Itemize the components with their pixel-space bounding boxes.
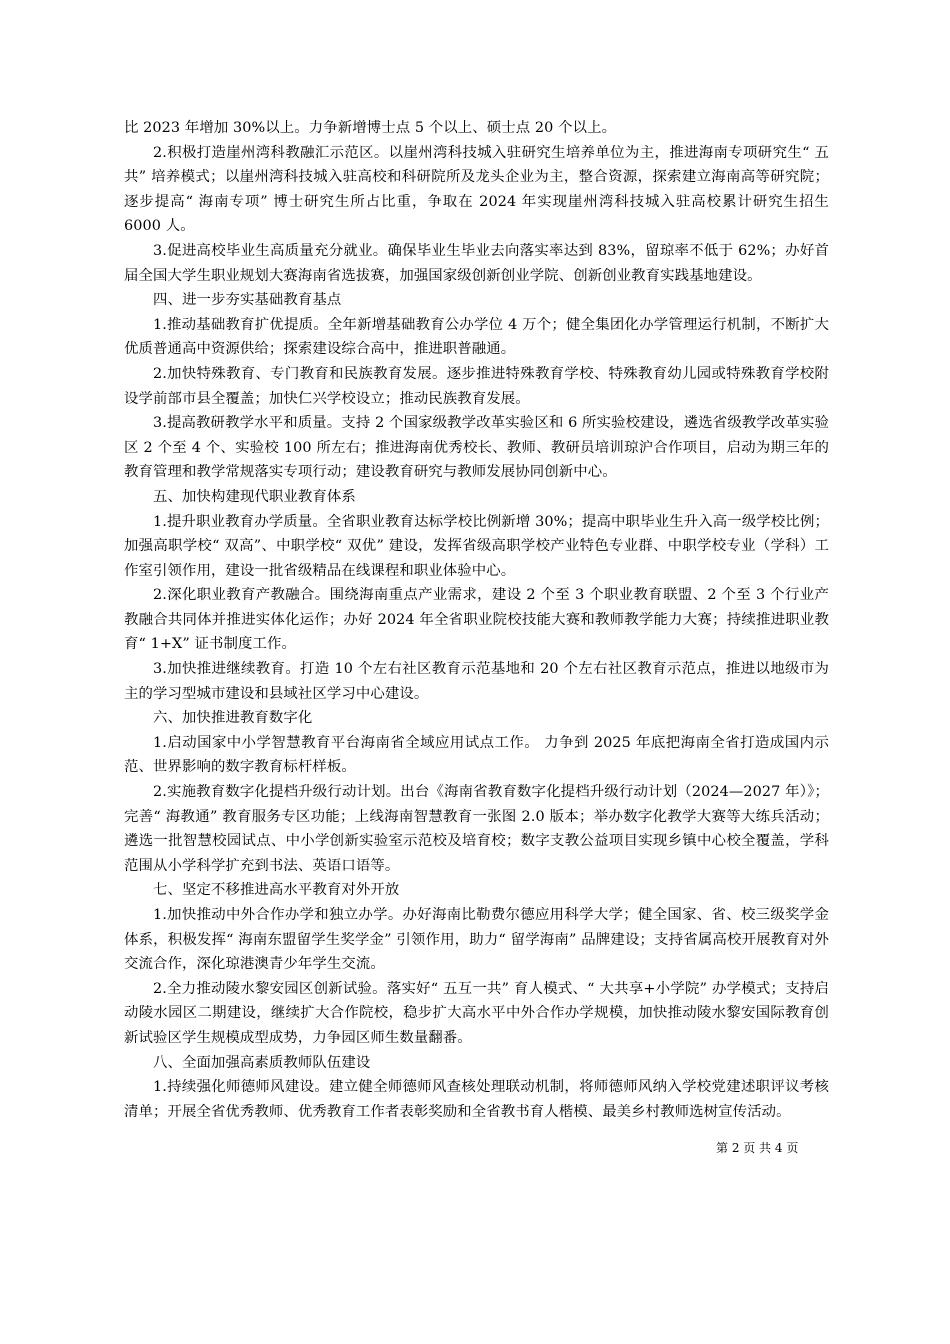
paragraph: 3.加快推进继续教育。打造 10 个左右社区教育示范基地和 20 个左右社区教育示范点，推进以地级市为主的学习型城市建设和县域社区学习中心建设。 [124, 661, 829, 702]
section-heading: 七、坚定不移推进高水平教育对外开放 [153, 882, 400, 899]
paragraph-continuation: 比 2023 年增加 30%以上。力争新增博士点 5 个以上、硕士点 20 个以上。 [124, 120, 617, 136]
paragraph: 1.持续强化师德师风建设。建立健全师德师风查核处理联动机制，将师德师风纳入学校党建述职评议考核清单；开展全省优秀教师、优秀教育工作者表彰奖励和全省教书育人楷模、最美乡村教师选树宣传活动。 [124, 1079, 829, 1120]
paragraph: 3.提高教研教学水平和质量。支持 2 个国家级教学改革实验区和 6 所实验校建设，遴选省级教学改革实验区 2 个至 4 个、实验校 100 所左右；推进海南优秀校长、教师、教研员培训琼沪合作项目，启动为期三年的教育管理和教学常规落实专项行动；建设教育研究与教师发展协同创新中心。 [124, 415, 829, 481]
paragraph: 2.全力推动陵水黎安园区创新试验。落实好“ 五互一共” 育人模式、“ 大共享+小学院” 办学模式；支持启动陵水园区二期建设，继续扩大合作院校，稳步扩大高水平中外合作办学规模，加快推动陵水黎安国际教育创新试验区学生规模成型成势，力争园区师生数量翻番。 [124, 980, 829, 1046]
section-heading: 八、全面加强高素质教师队伍建设 [153, 1054, 371, 1071]
paragraph: 3.促进高校毕业生高质量充分就业。确保毕业生毕业去向落实率达到 83%，留琼率不低于 62%；办好首届全国大学生职业规划大赛海南省选拔赛，加强国家级创新创业学院、创新创业教育实践基地建设。 [124, 242, 829, 284]
paragraph: 1.启动国家中小学智慧教育平台海南省全域应用试点工作。 力争到 2025 年底把海南全省打造成国内示范、世界影响的数字教育标杆样板。 [124, 734, 829, 776]
paragraph: 2.加快特殊教育、专门教育和民族教育发展。逐步推进特殊教育学校、特殊教育幼儿园或特殊教育学校附设学前部市县全覆盖；加快仁兴学校设立；推动民族教育发展。 [124, 365, 829, 407]
page-number: 第 2 页 共 4 页 [716, 1141, 799, 1155]
paragraph: 2.实施教育数字化提档升级行动计划。出台《海南省教育数字化提档升级行动计划（2024—2027 年）》；完善“ 海教通” 教育服务专区功能；上线海南智慧教育一张图 2.0 版本；举办数字化教学大赛等大练兵活动；遴选一批智慧校园试点、中小学创新实验室示范校及培育校；数字支教公益项目实现乡镇中心校全覆盖，学科范围从小学科学扩充到书法、英语口语等。 [124, 784, 829, 874]
section-heading: 六、加快推进教育数字化 [153, 710, 313, 727]
paragraph: 1.推动基础教育扩优提质。全年新增基础教育公办学位 4 万个；健全集团化办学管理运行机制，不断扩大优质普通高中资源供给；探索建设综合高中，推进职普融通。 [124, 316, 829, 358]
paragraph: 1.提升职业教育办学质量。全省职业教育达标学校比例新增 30%；提高中职毕业生升入高一级学校比例；加强高职学校“ 双高”、中职学校“ 双优” 建设，发挥省级高职学校产业特色专业群、中职学校专业（学科）工作室引领作用，建设一批省级精品在线课程和职业体验中心。 [124, 513, 829, 579]
paragraph: 1.加快推动中外合作办学和独立办学。办好海南比勒费尔德应用科学大学；健全国家、省、校三级奖学金体系，积极发挥“ 海南东盟留学生奖学金” 引领作用，助力“ 留学海南” 品牌建设；支持省属高校开展教育对外交流合作，深化琼港澳青少年学生交流。 [124, 907, 829, 973]
section-heading: 四、进一步夯实基础教育基点 [153, 292, 342, 309]
paragraph: 2.深化职业教育产教融合。围绕海南重点产业需求，建设 2 个至 3 个职业教育联盟、2 个至 3 个行业产教融合共同体并推进实体化运作；办好 2024 年全省职业院校技能大赛和教师教学能力大赛；持续推进职业教育“ 1+X” 证书制度工作。 [124, 587, 829, 653]
section-heading: 五、加快构建现代职业教育体系 [153, 488, 356, 505]
paragraph: 2.积极打造崖州湾科教融汇示范区。以崖州湾科技城入驻研究生培养单位为主，推进海南专项研究生“ 五共” 培养模式；以崖州湾科技城入驻高校和科研院所及龙头企业为主，整合资源，探索建立海南高等研究院；逐步提高“ 海南专项” 博士研究生所占比重，争取在 2024 年实现崖州湾科技城入驻高校累计研究生招生 6000 人。 [124, 144, 829, 235]
document-body [124, 116, 829, 1124]
